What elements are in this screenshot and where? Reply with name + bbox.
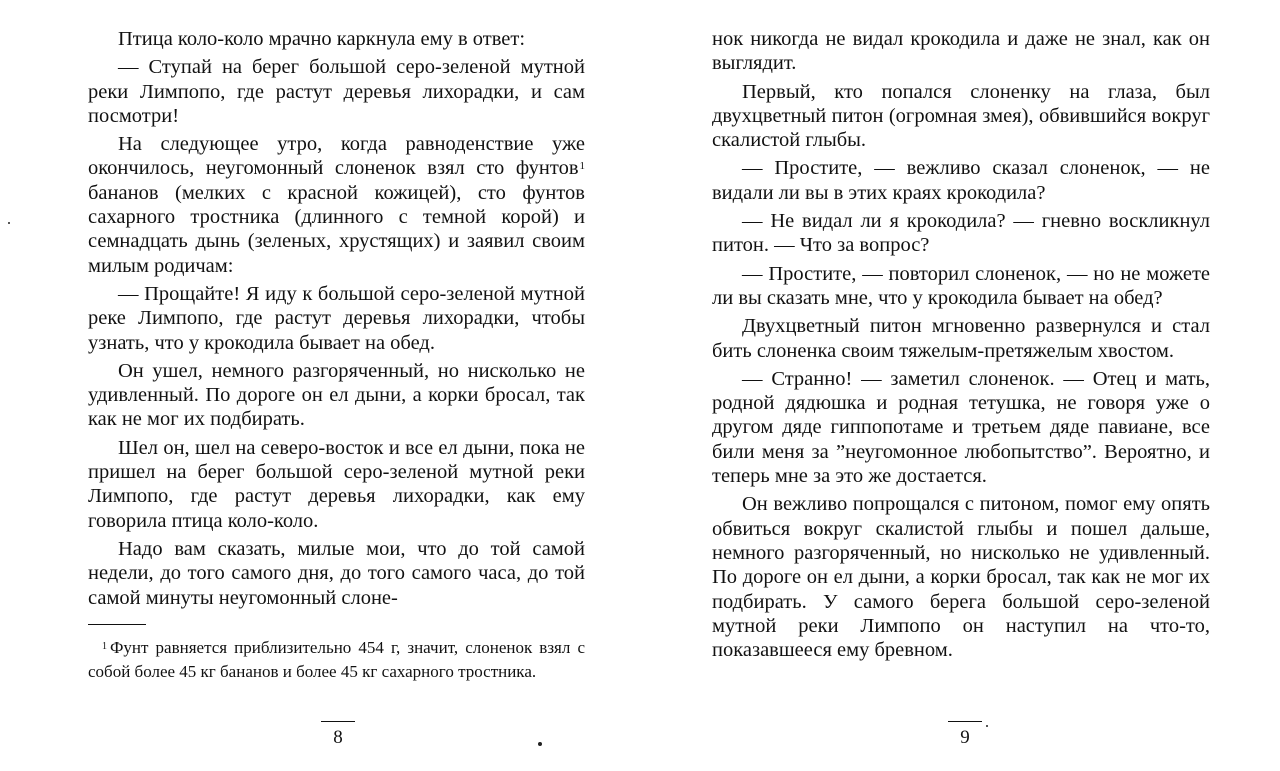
scan-speck [8, 222, 10, 224]
paragraph-text: бананов (мелких с красной кожицей), сто фунтов сахарного тростника (длинного с темной корой) и семнадцать дынь (зеленых, хрустящих) и заявил своим милым родичам: [88, 181, 585, 277]
paragraph: — Странно! — заметил слоненок. — Отец и мать, родной дядюшка и родная тетушка, не говоря уже о другом дяде гиппопотаме и третьем дяде павиане, все били меня за ”неугомонное любопытство”. Вероятно, и теперь мне за это же достается. [712, 367, 1210, 488]
page-number: 8 [333, 727, 343, 748]
page-number-rule [321, 721, 355, 722]
scan-speck [986, 725, 988, 727]
right-page [640, 0, 1280, 771]
paragraph: Двухцветный питон мгновенно развернулся и стал бить слоненка своим тяжелым-претяжелым хвостом. [712, 315, 1210, 362]
paragraph: Надо вам сказать, милые мои, что до той самой недели, до того самого дня, до того самого часа, до той самой минуты неугомонный слоне- [88, 537, 585, 609]
scan-speck [538, 742, 542, 746]
page-number: 9 [960, 727, 970, 748]
paragraph: Он ушел, немного разгоряченный, но нисколько не удивленный. По дороге он ел дыни, а корки бросал, так как не мог их подбирать. [88, 359, 585, 431]
paragraph: Птица коло-коло мрачно каркнула ему в ответ: [118, 28, 526, 50]
paragraph: Первый, кто попался слоненку на глаза, был двухцветный питон (огромная змея), обвившийся вокруг скалистой глыбы. [712, 80, 1210, 152]
footnote [88, 636, 585, 684]
paragraph: — Простите, — повторил слоненок, — но не можете ли вы сказать мне, что у крокодила бывает на обед? [712, 262, 1210, 309]
paragraph-continuation: нок никогда не видал крокодила и даже не знал, как он выглядит. [712, 28, 1210, 75]
footnote-text: Фунт равняется приблизительно 454 г, значит, слоненок взял с собой более 45 кг бананов и более 45 кг сахарного тростника. [88, 638, 585, 681]
right-text-column [712, 27, 1210, 662]
left-text-column [88, 27, 585, 610]
page-number-rule [948, 721, 982, 722]
footnote-marker: 1 [102, 641, 107, 652]
paragraph: — Простите, — вежливо сказал слоненок, — не видали ли вы в этих краях крокодила? [712, 157, 1210, 204]
paragraph: Он вежливо попрощался с питоном, помог ему опять обвиться вокруг скалистой глыбы и пошел дальше, немного разгоряченный, но нисколько не удивленный. По дороге он ел дыни, а корки бросал, так как не мог их подбирать. У самого берега большой серо-зеленой мутной реки Лимпопо он наступил на что-то, показавшееся ему бревном. [712, 493, 1210, 662]
paragraph-text: На следующее утро, когда равноденствие уже окончилось, неугомонный слоненок взял сто фунтов [88, 133, 585, 180]
footnote-reference: 1 [579, 160, 585, 173]
paragraph: — Не видал ли я крокодила? — гневно воскликнул питон. — Что за вопрос? [712, 210, 1210, 257]
paragraph: — Прощайте! Я иду к большой серо-зеленой мутной реке Лимпопо, где растут деревья лихорадки, чтобы узнать, что у крокодила бывает на обед. [88, 282, 585, 354]
paragraph: — Ступай на берег большой серо-зеленой мутной реки Лимпопо, где растут деревья лихорадки, и сам посмотри! [88, 56, 585, 127]
footnote-divider [88, 624, 146, 625]
paragraph: Шел он, шел на северо-восток и все ел дыни, пока не пришел на берег большой серо-зеленой мутной реки Лимпопо, где растут деревья лихорадки, как ему говорила птица коло-коло. [88, 436, 585, 532]
paragraph-with-footnote-ref [88, 132, 585, 278]
